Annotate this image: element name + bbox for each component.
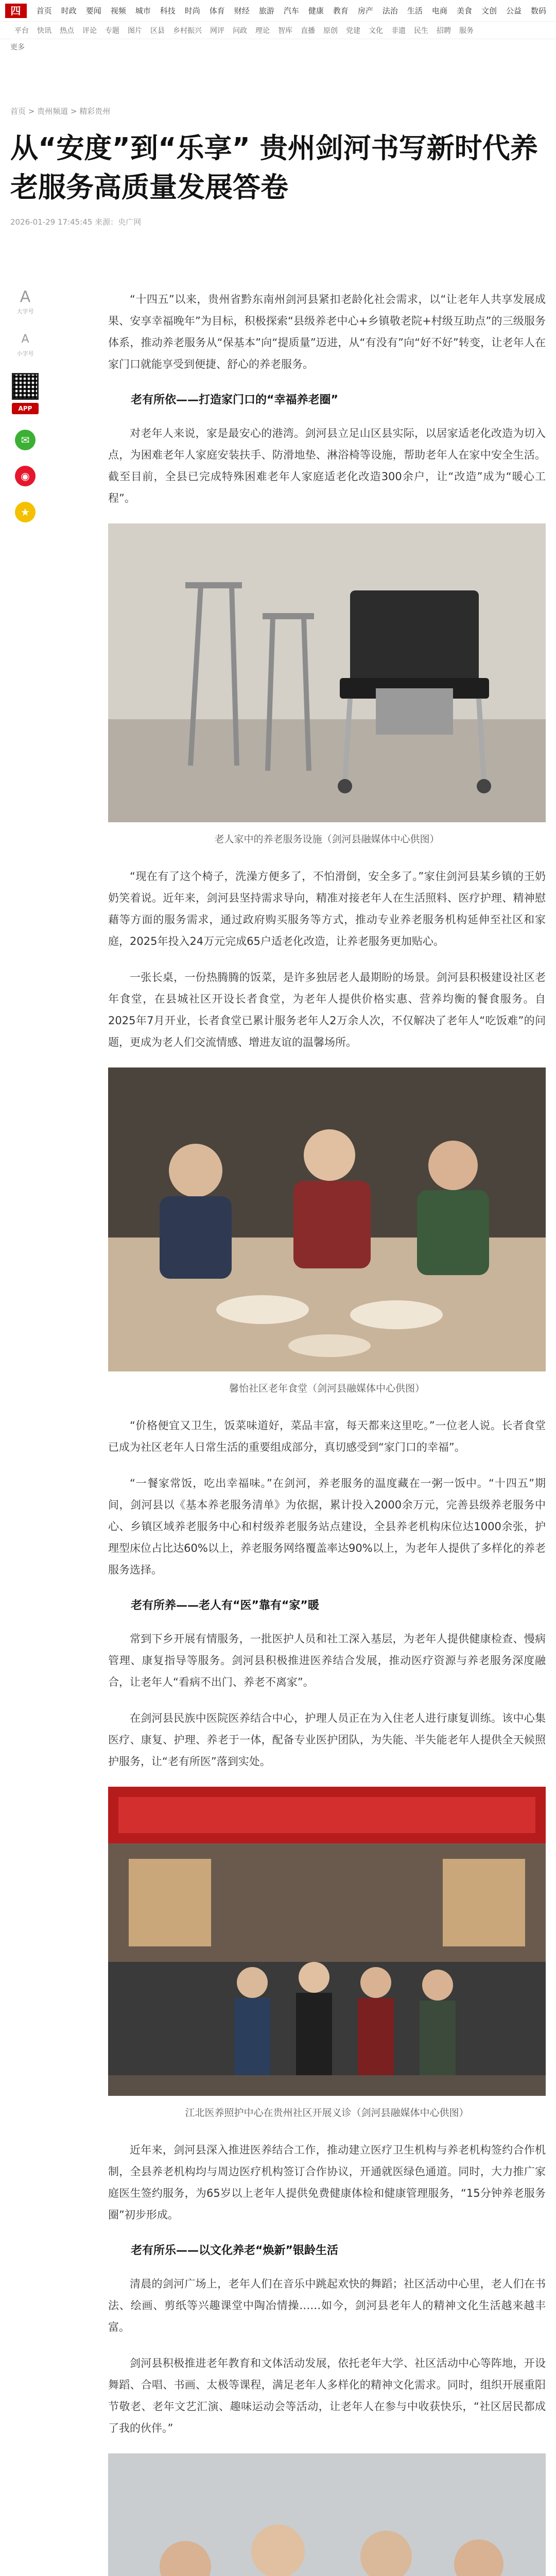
font-large-label: 大字号 bbox=[16, 308, 34, 315]
primary-nav-item[interactable]: 体育 bbox=[209, 6, 225, 15]
article-photo bbox=[108, 1787, 546, 2096]
article-photo bbox=[108, 1067, 546, 1371]
secondary-nav-item[interactable]: 热点 bbox=[60, 26, 74, 35]
secondary-nav-item[interactable]: 民生 bbox=[414, 26, 428, 35]
secondary-nav-item[interactable]: 非遗 bbox=[391, 26, 406, 35]
wechat-share-button[interactable] bbox=[15, 430, 36, 450]
tertiary-nav bbox=[0, 39, 556, 55]
secondary-nav-item[interactable]: 直播 bbox=[301, 26, 315, 35]
article-photo bbox=[108, 523, 546, 822]
primary-nav-item[interactable]: 公益 bbox=[506, 6, 522, 15]
secondary-nav-item[interactable]: 智库 bbox=[278, 26, 292, 35]
secondary-nav-item[interactable]: 乡村振兴 bbox=[173, 26, 202, 35]
secondary-nav-item[interactable]: 招聘 bbox=[437, 26, 451, 35]
primary-nav bbox=[32, 5, 551, 16]
primary-nav-item[interactable]: 美食 bbox=[456, 6, 472, 15]
article-tools-sidebar bbox=[11, 289, 39, 538]
primary-nav-item[interactable]: 生活 bbox=[407, 6, 423, 15]
star-icon: ★ bbox=[21, 506, 30, 518]
photo-caption: 馨怡社区老年食堂（剑河县融媒体中心供图） bbox=[229, 1383, 425, 1394]
secondary-nav-item[interactable]: 图片 bbox=[128, 26, 142, 35]
article-title: 从“安度”到“乐享” 贵州剑河书写新时代养老服务高质量发展答卷 bbox=[10, 132, 538, 204]
app-download[interactable] bbox=[11, 373, 39, 414]
article-body bbox=[108, 289, 546, 2576]
paragraph: 对老年人来说，家是最安心的港湾。剑河县立足山区县实际，以居家适老化改造为切入点，为困难老年人家庭安装扶手、防滑地垫、淋浴椅等设施，帮助老年人在家中安全生活。截至目前，全县已完成特殊困难老年人家庭适老化改造300余户，让“改造”成为“暖心工程”。 bbox=[108, 427, 546, 504]
paragraph: “价格便宜又卫生，饭菜味道好，菜品丰富，每天都来这里吃。”一位老人说。长者食堂已成为社区老年人日常生活的重要组成部分，真切感受到“家门口的幸福”。 bbox=[108, 1419, 546, 1453]
secondary-nav-item[interactable]: 党建 bbox=[346, 26, 360, 35]
primary-nav-item[interactable]: 法治 bbox=[382, 6, 398, 15]
section-heading: 老有所乐——以文化养老“焕新”银龄生活 bbox=[131, 2244, 338, 2257]
shower-chair-illustration bbox=[108, 523, 546, 822]
paragraph: 一张长桌，一份热腾腾的饭菜，是许多独居老人最期盼的场景。剑河县积极建设社区老年食堂，在县城社区开设长者食堂，为老年人提供价格实惠、营养均衡的餐食服务。自2025年7月开业，长者食堂已累计服务老年人2万余人次，不仅解决了老年人“吃饭难”的问题，更成为老人们交流情感、增进友谊的温馨场所。 bbox=[108, 971, 546, 1048]
font-small-icon: A bbox=[21, 333, 29, 346]
secondary-nav-item[interactable]: 理论 bbox=[255, 26, 270, 35]
paragraph: “十四五”以来，贵州省黔东南州剑河县紧扣老龄化社会需求，以“让老年人共享发展成果、安享幸福晚年”为目标，积极探索“县级养老中心+乡镇敬老院+村级互助点”的三级服务体系，推动养老服务从“保基本”向“提质量”迈进，从“有没有”向“好不好”转变，让老年人在家门口就能享受到便捷、舒心的养老服务。 bbox=[108, 293, 546, 370]
primary-nav-item[interactable]: 首页 bbox=[36, 6, 52, 15]
site-logo[interactable]: 四川网 bbox=[5, 4, 27, 18]
secondary-nav-item[interactable]: 问政 bbox=[233, 26, 247, 35]
weibo-share-button[interactable] bbox=[15, 466, 36, 486]
primary-nav-item[interactable]: 财经 bbox=[234, 6, 250, 15]
font-large-icon: A bbox=[20, 288, 31, 306]
paragraph: “一餐家常饭，吃出幸福味。”在剑河，养老服务的温度藏在一粥一饭中。“十四五”期间，剑河县以《基本养老服务清单》为依据，累计投入2000余万元，完善县级养老服务中心、乡镇区域养老服务中心和村级养老服务站点建设，全县养老机构床位达1000余张，护理型床位占比达60%以上，养老服务网络覆盖率达90%以上，为老年人提供了多样化的养老服务选择。 bbox=[108, 1477, 546, 1576]
section-heading: 老有所依——打造家门口的“幸福养老圈” bbox=[131, 394, 338, 406]
primary-nav-item[interactable]: 城市 bbox=[135, 6, 151, 15]
photo-caption: 老人家中的养老服务设施（剑河县融媒体中心供图） bbox=[214, 834, 440, 845]
favorite-button[interactable] bbox=[15, 502, 36, 522]
paragraph: 在剑河县民族中医院医养结合中心，护理人员正在为入住老人进行康复训练。该中心集医疗、康复、护理、养老于一体，配备专业医护团队，为失能、半失能老年人提供全天候照护服务，让“老有所医”落到实处。 bbox=[108, 1712, 546, 1768]
section-heading: 老有所养——老人有“医”靠有“家”暖 bbox=[131, 1599, 319, 1612]
font-size-large-button[interactable] bbox=[11, 289, 39, 315]
font-size-small-button[interactable] bbox=[11, 331, 39, 358]
primary-nav-item[interactable]: 汽车 bbox=[283, 6, 299, 15]
app-badge: APP bbox=[12, 403, 39, 414]
weibo-icon: ◉ bbox=[21, 470, 30, 482]
photo-caption: 江北医养照护中心在贵州社区开展义诊（剑河县融媒体中心供图） bbox=[185, 2107, 469, 2119]
secondary-nav-item[interactable]: 文化 bbox=[369, 26, 383, 35]
primary-nav-item[interactable]: 时尚 bbox=[184, 6, 200, 15]
paragraph: 常到下乡开展有情服务，一批医护人员和社工深入基层，为老年人提供健康检查、慢病管理、康复指导等服务。剑河县积极推进医养结合发展，推动医疗资源与养老服务深度融合，让老年人“看病不出门、养老不离家”。 bbox=[108, 1633, 546, 1688]
secondary-nav bbox=[0, 22, 556, 39]
primary-nav-item[interactable]: 教育 bbox=[333, 6, 349, 15]
secondary-nav-item[interactable]: 快讯 bbox=[37, 26, 51, 35]
nav-more-link[interactable]: 更多 bbox=[10, 43, 25, 52]
paragraph: 剑河县积极推进老年教育和文体活动发展，依托老年大学、社区活动中心等阵地，开设舞蹈、合唱、书画、太极等课程，满足老年人多样化的精神文化需求。同时，组织开展重阳节敬老、老年文艺汇演、趣味运动会等活动，让老年人在参与中收获快乐，“社区居民都成了我的伙伴。” bbox=[108, 2357, 546, 2434]
primary-nav-item[interactable]: 文创 bbox=[481, 6, 497, 15]
article-meta: 2026-01-29 17:45:45 来源：央广网 bbox=[10, 217, 142, 227]
paragraph: 清晨的剑河广场上，老年人们在音乐中跳起欢快的舞蹈；社区活动中心里，老人们在书法、绘画、剪纸等兴趣课堂中陶冶情操……如今，剑河县老年人的精神文化生活越来越丰富。 bbox=[108, 2278, 546, 2333]
secondary-nav-item[interactable]: 专题 bbox=[105, 26, 119, 35]
wechat-icon: ✉ bbox=[21, 434, 30, 446]
secondary-nav-item[interactable]: 评论 bbox=[82, 26, 97, 35]
elderly-dining-illustration bbox=[108, 1067, 546, 1371]
secondary-nav-item[interactable]: 服务 bbox=[459, 26, 474, 35]
primary-nav-item[interactable]: 时政 bbox=[61, 6, 77, 15]
secondary-nav-item[interactable]: 区县 bbox=[150, 26, 165, 35]
paragraph: “现在有了这个椅子，洗澡方便多了，不怕滑倒，安全多了。”家住剑河县某乡镇的王奶奶笑着说。近年来，剑河县坚持需求导向，精准对接老年人在生活照料、医疗护理、精神慰藉等方面的服务需求，通过政府购买服务等方式，推动专业养老服务机构延伸至社区和家庭，2025年投入24万元完成65户适老化改造，让养老服务更加贴心。 bbox=[108, 870, 546, 947]
primary-nav-item[interactable]: 健康 bbox=[308, 6, 324, 15]
font-small-label: 小字号 bbox=[16, 350, 34, 357]
primary-nav-item[interactable]: 科技 bbox=[160, 6, 176, 15]
qr-code-icon bbox=[12, 373, 39, 400]
handicraft-class-illustration bbox=[108, 2453, 546, 2576]
secondary-nav-item[interactable]: 网评 bbox=[210, 26, 224, 35]
primary-nav-item[interactable]: 房产 bbox=[357, 6, 373, 15]
primary-nav-item[interactable]: 要闻 bbox=[85, 6, 101, 15]
article-photo bbox=[108, 2453, 546, 2576]
primary-nav-item[interactable]: 数码 bbox=[530, 6, 546, 15]
secondary-nav-item[interactable]: 原创 bbox=[323, 26, 338, 35]
primary-nav-item[interactable]: 视频 bbox=[110, 6, 126, 15]
paragraph: 近年来，剑河县深入推进医养结合工作，推动建立医疗卫生机构与养老机构签约合作机制，全县养老机构均与周边医疗机构签订合作协议，开通就医绿色通道。同时，大力推广家庭医生签约服务，为65岁以上老年人提供免费健康体检和健康管理服务，“15分钟养老服务圈”初步形成。 bbox=[108, 2144, 546, 2221]
primary-nav-item[interactable]: 电商 bbox=[431, 6, 447, 15]
breadcrumb[interactable]: 首页 > 贵州频道 > 精彩贵州 bbox=[10, 107, 111, 116]
clinic-storefront-illustration bbox=[108, 1787, 546, 2096]
secondary-nav-item[interactable]: 平台 bbox=[14, 26, 29, 35]
primary-nav-item[interactable]: 旅游 bbox=[258, 6, 274, 15]
